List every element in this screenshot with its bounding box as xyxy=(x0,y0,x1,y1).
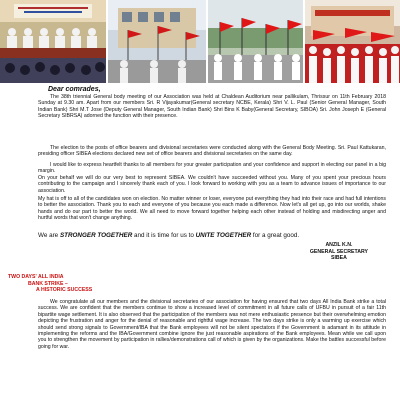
photo-crowd xyxy=(305,0,400,83)
salutation: Dear comrades, xyxy=(48,86,101,93)
photo-flag-rally xyxy=(108,0,206,83)
strike-heading-line-1: TWO DAYS' ALL INDIA xyxy=(8,274,64,280)
unite-together-phrase: UNITE TOGETHER xyxy=(195,232,252,239)
thanks-text-1: I would like to express heartfelt thanks to all members for your greater participation and your confidence and support in electing our panel in a big margin. xyxy=(38,162,386,175)
stronger-together-line xyxy=(38,232,299,239)
strike-heading-line-3: A HISTORIC SUCCESS xyxy=(36,287,93,294)
thanks-paragraph xyxy=(38,162,386,194)
signature-block xyxy=(310,242,368,262)
strike-paragraph xyxy=(38,299,386,350)
signatory-name: ANZIL K.N. xyxy=(325,242,353,248)
stronger-prefix: We are xyxy=(38,232,60,239)
strike-heading-line-2: BANK STRIKE – xyxy=(28,280,68,287)
hats-off-paragraph xyxy=(38,196,386,222)
strike-heading xyxy=(8,274,92,294)
election-text: The election to the posts of office bearers and divisional secretaries were conducted along with the General Body Meeting. Sri. Paul Kattukaran, presiding officer SIBEA elections declared new set of office bearers and divisional secretaries on the same day. xyxy=(38,145,386,158)
hats-off-text: My hat is off to all of the candidates won on election. No matter winner or loser, everyone put everything they had into their race and had full intentions to better the association. Thank you to each and everyone of you because you each made a difference. Now let's all get up, go into our worlds, shake hands and do our part to better the world. We all need to move forward together helping each other instead of holding and misdirecting anger and hurtful words that won't change anything. xyxy=(38,196,386,222)
signatory-org: SIBEA xyxy=(331,255,347,262)
thanks-text-2: On your behalf we will do our very best to represent SIBEA. We couldn't have succeeded without you. Many of you spent your precious hours contributing to the campaign and I sincerely thank each of you. I look forward to working with you as a team to advance issues of importance to our association. xyxy=(38,174,386,194)
election-paragraph xyxy=(38,145,386,158)
photo-procession xyxy=(208,0,303,83)
photo-stage-meeting xyxy=(0,0,106,83)
strike-text: We congratulate all our members and the divisional secretaries of our association for having ensured that two days All India Bank strike a total success. We are confident that the members continue to show a increased level of commitment in all future calls of UFBU in pursuit of a fair 11th bipartite wage settlement. It is also observed that the participation of the members was not mere enthusiastic presence but their overwhelming emotion depicting the frustration and anger for the denial of reasonable and rightful wage increase. The two days strike is only a warming up exercise which should send strong signals to Government/IBA that the Bank employees will not be silent spectators if the Government is adamant in its attitude in implementing the reforms and the IBA/Government combine ignore the just reasonable aspirations of the Bank employees. Mean while we call upon you to strengthen the movement by participation in rallies/demonstrations call of which is given by the organizations. Make the battles successful before going for war. xyxy=(38,299,386,350)
signatory-title: GENERAL SECRETARY xyxy=(309,248,368,255)
stronger-together-phrase: STRONGER TOGETHER xyxy=(59,232,133,239)
intro-paragraph xyxy=(38,94,386,120)
stronger-mid: and it is time for us to xyxy=(132,232,196,239)
intro-text: The 38th triennial General body meeting of our Association was held at Chaldean Auditorium near pallikulam, Thrissur on 11th February 2018 Sunday at 9.30 am. Apart from our members Sri. R Vijayakumar(General secretary NCBE, Kerala) Shri V. L. Paul (Senior General Manager, South Indian Bank) Shri M.T Jose (Deputy General Manager, South Indian Bank) Shri Bins K Baby(General Secretary, SIBOA) Sri. John Joseph E (General Secretary SIBRSA) adorned the function with their presence. xyxy=(38,94,386,120)
stronger-suffix: for a great good. xyxy=(251,232,300,239)
photo-strip xyxy=(0,0,400,83)
